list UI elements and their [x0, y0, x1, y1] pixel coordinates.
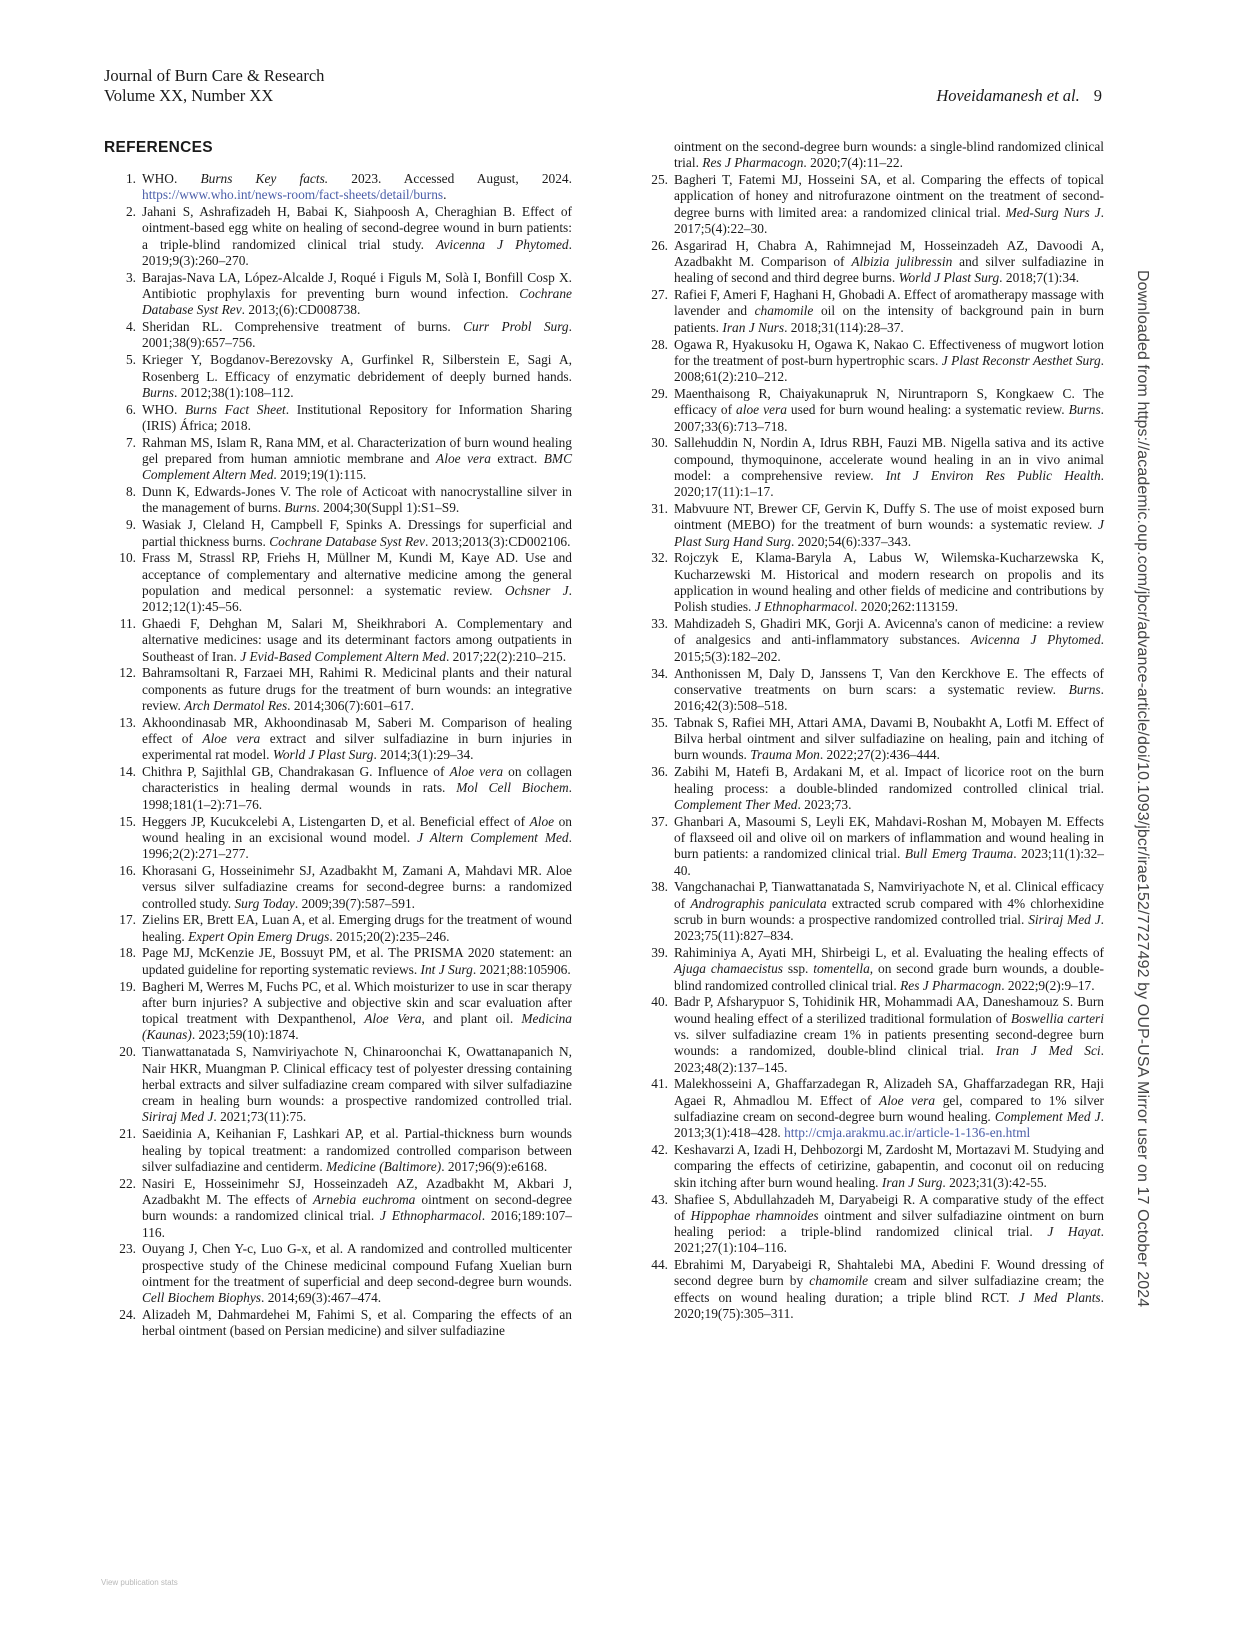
reference-italic: Avicenna J Phytomed	[436, 236, 569, 252]
reference-text: Ghaedi F, Dehghan M, Salari M, Sheikhrabori A. Complementary and alternative medicines: usage and its determinant factors among outpatients in Southeast of Iran.	[142, 616, 572, 664]
reference-item	[652, 1076, 1104, 1141]
reference-text: . 2021;27(1):104–116.	[674, 1224, 1104, 1256]
reference-item	[120, 1307, 572, 1340]
reference-number: 14.	[119, 764, 136, 780]
reference-text: . 2012;12(1):45–56.	[142, 582, 572, 615]
reference-item	[120, 863, 572, 912]
reference-text: Frass M, Strassl RP, Friehs H, Müllner M, Kundi M, Kaye AD. Use and acceptance of complementary and alternative medicine among the general population and medical personnel: a systematic review.	[142, 550, 572, 598]
reference-item	[120, 979, 572, 1044]
reference-text: . 1996;2(2):271–277.	[142, 829, 572, 862]
reference-italic: Cochrane Database Syst Rev	[142, 286, 572, 318]
reference-text: . 2022;9(2):9–17.	[1001, 977, 1095, 993]
reference-text: . 2008;61(2):210–212.	[674, 352, 1104, 385]
reference-text: WHO.	[142, 401, 185, 417]
reference-italic: J Altern Complement Med	[417, 829, 569, 845]
reference-number: 31.	[651, 501, 668, 517]
reference-item	[120, 517, 572, 550]
reference-italic: Ochsner J	[504, 582, 569, 598]
reference-number: 26.	[651, 237, 668, 253]
reference-24-continuation: ointment on the second-degree burn wounds: a single-blind randomized clinical trial. Res J Pharmacogn. 2020;7(4):11–22.	[674, 139, 1104, 171]
reference-item	[652, 435, 1104, 500]
reference-italic: Trauma Mon	[750, 747, 820, 763]
section-title: REFERENCES	[104, 139, 213, 156]
reference-text: . 2019;19(1):115.	[273, 467, 367, 483]
reference-number: 34.	[651, 665, 668, 681]
references-left-column	[120, 171, 572, 1340]
reference-item	[652, 337, 1104, 386]
reference-italic: J Evid-Based Complement Altern Med	[240, 648, 446, 664]
reference-italic: Hippophae rhamnoides	[690, 1207, 819, 1223]
reference-item	[120, 1044, 572, 1125]
reference-italic: Siriraj Med J	[142, 1109, 214, 1125]
reference-text: . 2018;31(114):28–37.	[784, 319, 904, 335]
reference-number: 8.	[125, 484, 136, 500]
reference-item	[652, 715, 1104, 764]
reference-number: 29.	[651, 385, 668, 401]
reference-item	[120, 665, 572, 714]
reference-italic: Albizia julibressin	[851, 254, 953, 270]
running-header-left	[104, 66, 324, 106]
reference-number: 33.	[651, 616, 668, 632]
journal-name: Journal of Burn Care & Research	[104, 66, 325, 85]
reference-italic: Arnebia euchroma	[313, 1191, 416, 1207]
reference-number: 11.	[119, 616, 136, 632]
page-number: 9	[1093, 86, 1102, 105]
reference-italic: Bull Emerg Trauma	[904, 846, 1014, 862]
reference-text: .	[443, 187, 447, 203]
reference-text: extract and silver sulfadiazine in burn injuries in experimental rat model.	[142, 731, 572, 763]
reference-number: 3.	[125, 269, 136, 285]
reference-text: 2023. Accessed August, 2024.	[328, 171, 572, 186]
reference-italic: Expert Opin Emerg Drugs	[188, 928, 330, 944]
reference-text: . Institutional Repository for Information Sharing (IRIS) África; 2018.	[142, 401, 572, 433]
reference-text: . 2019;9(3):260–270.	[142, 236, 572, 268]
reference-text: , and plant oil.	[421, 1011, 522, 1027]
reference-number: 7.	[125, 434, 136, 450]
download-notice[interactable]: Downloaded from https://academic.oup.com/jbcr/advance-article/doi/10.1093/jbcr/irae152/7727492 by OUP-USA Mirror user on 17 October 2024	[1134, 270, 1151, 1308]
reference-number: 37.	[651, 813, 668, 829]
reference-italic: J Ethnopharmacol	[754, 599, 855, 615]
reference-italic: J Plast Surg Hand Surg	[674, 517, 1104, 549]
reference-text: . 2004;30(Suppl 1):S1–S9.	[316, 500, 460, 516]
reference-text: . 2007;33(6):713–718.	[674, 402, 1105, 434]
reference-item	[652, 238, 1104, 287]
reference-number: 27.	[651, 287, 668, 303]
reference-text: Rafiei F, Ameri F, Haghani H, Ghobadi A. Effect of aromatherapy massage with lavender and	[674, 287, 1104, 319]
reference-number: 10.	[119, 550, 136, 566]
reference-number: 6.	[125, 401, 136, 417]
reference-text: . 2023;31(3):42-55.	[942, 1174, 1047, 1190]
reference-italic: Avicenna J Phytomed	[970, 632, 1101, 648]
reference-italic: Complement Med J	[994, 1109, 1101, 1125]
reference-item	[652, 172, 1104, 237]
reference-text: used for burn wound healing: a systematic review.	[786, 402, 1069, 418]
reference-text: Sallehuddin N, Nordin A, Idrus RBH, Fauzi MB. Nigella sativa and its active compound, thymoquinone, accelerate wound healing in an in vivo animal model: a comprehensive review.	[674, 435, 1104, 483]
reference-text: on collagen characteristics in healing dermal wounds in rats.	[142, 764, 572, 796]
reference-item	[120, 764, 572, 813]
reference-text: gel, compared to 1% silver sulfadiazine cream on second-degree burn wound healing.	[674, 1092, 1104, 1125]
journal-volume: Volume XX, Number XX	[104, 86, 274, 105]
reference-item	[120, 1126, 572, 1175]
reference-item	[120, 715, 572, 764]
reference-number: 44.	[651, 1257, 668, 1273]
reference-italic: World J Plast Surg	[272, 747, 374, 763]
reference-number: 24.	[119, 1306, 136, 1322]
reference-text: Tabnak S, Rafiei MH, Attari AMA, Davami B, Noubakht A, Lotfi M. Effect of Bilva herbal ointment and silver sulfadiazine on healing, pain and itching of burn wounds.	[674, 714, 1104, 763]
reference-italic: J Med Plants	[1018, 1289, 1101, 1305]
reference-text: ointment on second-degree burn wounds: a randomized clinical trial.	[142, 1191, 572, 1224]
reference-text: . 2022;27(2):436–444.	[819, 747, 940, 763]
reference-italic: Aloe vera	[202, 731, 261, 747]
reference-text: oil on the intensity of background pain in burn patients.	[674, 303, 1104, 335]
reference-number: 25.	[651, 172, 668, 188]
reference-italic: Iran J Med Sci	[995, 1043, 1101, 1059]
reference-text: . 2014;69(3):467–474.	[261, 1290, 382, 1306]
reference-italic: Cell Biochem Biophys	[142, 1290, 261, 1306]
reference-italic: Aloe vera	[436, 451, 491, 467]
reference-italic: Burns Fact Sheet	[184, 401, 286, 417]
reference-italic: Medicine (Baltimore)	[326, 1158, 442, 1174]
reference-text: Saeidinia A, Keihanian F, Lashkari AP, et al. Partial-thickness burn wounds healing by topical treatment: a randomized controlled comparison between silver sulfadiazine and centiderm.	[142, 1126, 572, 1174]
reference-item	[652, 994, 1104, 1075]
reference-item	[120, 270, 572, 319]
reference-text: . 1998;181(1–2):71–76.	[142, 780, 572, 812]
reference-text: . 2013;(6):CD008738.	[241, 302, 361, 318]
reference-italic: Complement Ther Med	[674, 796, 798, 812]
reference-text: Jahani S, Ashrafizadeh H, Babai K, Siahpoosh A, Cheraghian B. Effect of ointment-based egg white on healing of second-degree wound in burn patients: a triple-blind randomized clinical trial study.	[142, 204, 572, 252]
reference-number: 13.	[119, 714, 136, 730]
reference-italic: Cochrane Database Syst Rev	[269, 533, 426, 549]
reference-number: 15.	[119, 813, 136, 829]
reference-italic: J Hayat	[1047, 1224, 1101, 1240]
reference-text: Barajas-Nava LA, López-Alcalde J, Roqué i Figuls M, Solà I, Bonfill Cosp X. Antibiotic prophylaxis for preventing burn wound infection.	[142, 269, 572, 302]
reference-text: Dunn K, Edwards-Jones V. The role of Acticoat with nanocrystalline silver in the management of burns.	[142, 484, 572, 516]
reference-text: Bahramsoltani R, Farzaei MH, Rahimi R. Medicinal plants and their natural components as future drugs for the treatment of burn wounds: an integrative review.	[142, 665, 572, 713]
reference-italic: Int J Surg	[420, 961, 473, 977]
reference-number: 21.	[119, 1126, 136, 1142]
reference-item	[120, 1241, 572, 1306]
reference-number: 20.	[119, 1044, 136, 1060]
reference-text: Shafiee S, Abdullahzadeh M, Daryabeigi R. A comparative study of the effect of	[674, 1191, 1104, 1223]
reference-text: . 2013;3(1):418–428.	[674, 1109, 1104, 1141]
reference-text: Bagheri M, Werres M, Fuchs PC, et al. Which moisturizer to use in scar therapy after burn injuries? A subjective and objective skin and scar evaluation after topical treatment with Dexpanthenol,	[142, 978, 572, 1027]
reference-text: Wasiak J, Cleland H, Campbell F, Spinks A. Dressings for superficial and partial thickness burns.	[142, 517, 572, 549]
reference-text: . 2023;48(2):137–145.	[674, 1043, 1105, 1075]
reference-item	[652, 550, 1104, 615]
reference-italic: Aloe Vera	[364, 1011, 422, 1027]
reference-text: Rahiminiya A, Ayati MH, Shirbeigi L, et al. Evaluating the healing effects of	[674, 945, 1104, 961]
reference-item	[120, 435, 572, 484]
reference-italic: Siriraj Med J	[1028, 911, 1101, 927]
reference-number: 42.	[651, 1142, 668, 1158]
reference-text: Keshavarzi A, Izadi H, Dehbozorgi M, Zardosht M, Mortazavi M. Studying and comparing the effects of cetirizine, gabapentin, and coconut oil on reducing skin itching after burn wound healing.	[674, 1142, 1104, 1190]
reference-text: . 2013;2013(3):CD002106.	[425, 533, 571, 549]
reference-item	[120, 912, 572, 945]
reference-text: Rojczyk E, Klama-Baryla A, Labus W, Wilemska-Kucharzewska K, Kucharzewski M. Historical and modern research on propolis and its application in wound healing and other fields of medicine and contributions by Polish studies.	[674, 550, 1104, 615]
reference-number: 2.	[125, 204, 136, 220]
reference-item	[120, 814, 572, 863]
reference-text: WHO.	[142, 171, 201, 186]
reference-text: . 2020;19(75):305–311.	[674, 1289, 1105, 1322]
reference-text: on wound healing in an excisional wound model.	[142, 813, 572, 845]
reference-text: Zielins ER, Brett EA, Luan A, et al. Emerging drugs for the treatment of wound healing.	[142, 912, 572, 944]
reference-text: . 2017;22(2):210–215.	[445, 648, 567, 664]
reference-item	[652, 616, 1104, 665]
reference-text: Mabvuure NT, Brewer CF, Gervin K, Duffy S. The use of moist exposed burn ointment (MEBO) for the treatment of burn wounds: a systematic review.	[674, 501, 1104, 533]
reference-italic: tomentella	[813, 961, 870, 977]
reference-item	[652, 814, 1104, 879]
reference-text: . 2023;75(11):827–834.	[674, 911, 1104, 944]
reference-text: . 2018;7(1):34.	[999, 270, 1080, 286]
reference-item	[652, 945, 1104, 994]
reference-number: 12.	[119, 665, 136, 681]
reference-italic: Aloe vera	[879, 1092, 936, 1108]
reference-italic: aloe vera	[736, 402, 787, 418]
reference-text: vs. silver sulfadiazine cream 1% in patients presenting second-degree burn wounds: a randomized, double-blind clinical trial.	[674, 1027, 1104, 1059]
reference-item	[652, 501, 1104, 550]
reference-number: 1.	[125, 171, 136, 186]
reference-number: 30.	[651, 435, 668, 451]
reference-number: 28.	[651, 336, 668, 352]
reference-text: Ogawa R, Hyakusoku H, Ogawa K, Nakao C. Effectiveness of mugwort lotion for the treatment of post-burn hypertrophic scars.	[674, 336, 1104, 368]
reference-italic: Burns Key facts.	[200, 171, 329, 186]
reference-item	[652, 1142, 1104, 1191]
reference-text: . 2014;3(1):29–34.	[373, 747, 474, 763]
reference-item	[652, 666, 1104, 715]
reference-text: . 2014;306(7):601–617.	[287, 698, 414, 713]
reference-italic: Aloe	[529, 813, 555, 829]
reference-italic: Aloe vera	[449, 764, 504, 780]
reference-link[interactable]: http://cmja.arakmu.ac.ir/article-1-136-en.html	[784, 1125, 1031, 1141]
reference-item	[120, 204, 572, 269]
reference-italic: Res J Pharmacogn	[900, 977, 1002, 993]
reference-item	[120, 945, 572, 978]
reference-italic: BMC Complement Altern Med	[142, 451, 572, 483]
reference-italic: Medicina (Kaunas)	[142, 1011, 572, 1043]
reference-text: Ouyang J, Chen Y-c, Luo G-x, et al. A randomized and controlled multicenter prospective study of the Chinese medicinal compound Fufang Xuelian burn ointment for the treatment of superficial and deep second-degree burn wounds.	[142, 1241, 572, 1289]
reference-text: . 2023;59(10):1874.	[191, 1027, 299, 1043]
reference-number: 5.	[125, 352, 136, 368]
reference-number: 9.	[125, 517, 136, 533]
reference-text: Sheridan RL. Comprehensive treatment of burns.	[142, 319, 464, 335]
reference-number: 17.	[119, 912, 136, 928]
reference-text: Malekhosseini A, Ghaffarzadegan R, Alizadeh SA, Ghaffarzadegan RR, Haji Agaei R, Ahmadlou M. Effect of	[674, 1076, 1104, 1108]
reference-italic: J Ethnopharmacol	[380, 1208, 482, 1224]
reference-number: 22.	[119, 1175, 136, 1191]
reference-number: 16.	[119, 862, 136, 878]
reference-text: Maenthaisong R, Chaiyakunapruk N, Niruntraporn S, Kongkaew C. The efficacy of	[674, 385, 1104, 418]
reference-italic: Arch Dermatol Res	[184, 698, 288, 713]
reference-item	[120, 616, 572, 665]
reference-text: Ebrahimi M, Daryabeigi R, Shahtalebi MA, Abedini F. Wound dressing of second degree burn by	[674, 1257, 1104, 1289]
footer-note[interactable]: View publication stats	[101, 1578, 178, 1587]
reference-number: 40.	[651, 994, 668, 1010]
running-header-right	[936, 86, 1102, 106]
reference-italic: World J Plast Surg	[898, 270, 1000, 286]
reference-number: 18.	[119, 945, 136, 961]
reference-text: cream and silver sulfadiazine cream; the effects on wound healing duration; a triple blind RCT.	[674, 1273, 1104, 1305]
reference-text: Page MJ, McKenzie JE, Bossuyt PM, et al. The PRISMA 2020 statement: an updated guideline for reporting systematic reviews.	[142, 945, 572, 977]
running-authors: Hoveidamanesh et al.	[936, 86, 1080, 105]
reference-item	[120, 319, 572, 352]
reference-text: Khorasani G, Hosseinimehr SJ, Azadbakht M, Zamani A, Mahdavi MR. Aloe versus silver sulfadiazine creams for second-degree burns: a randomized controlled study.	[142, 862, 572, 911]
reference-item	[652, 879, 1104, 944]
reference-text: . 2023;11(1):32–40.	[674, 846, 1104, 878]
reference-italic: Mol Cell Biochem	[456, 780, 569, 796]
reference-number: 39.	[651, 945, 668, 961]
reference-number: 36.	[651, 764, 668, 780]
reference-item	[120, 352, 572, 401]
reference-text: Badr P, Afsharypuor S, Tohidinik HR, Mohammadi AA, Daneshamouz S. Burn wound healing effect of a sterilized traditional formulation of	[674, 994, 1104, 1026]
reference-text: Zabihi M, Hatefi B, Ardakani M, et al. Impact of licorice root on the burn healing process: a double-blinded randomized controlled clinical trial.	[674, 764, 1104, 796]
reference-text: . 2016;42(3):508–518.	[674, 681, 1104, 714]
reference-text: Bagheri T, Fatemi MJ, Hosseini SA, et al. Comparing the effects of topical application of honey and nitrofurazone ointment on the treatment of second-degree burns with limited area: a randomized clinical trial.	[674, 172, 1104, 220]
reference-text: Akhoondinasab MR, Akhoondinasab M, Saberi M. Comparison of healing effect of	[142, 714, 572, 747]
reference-italic: Ajuga chamaecistus	[674, 961, 784, 977]
reference-italic: J Plast Reconstr Aesthet Surg	[941, 352, 1101, 368]
reference-italic: Burns	[142, 384, 174, 400]
reference-item	[652, 1192, 1104, 1257]
reference-text: Mahdizadeh S, Ghadiri MK, Gorji A. Avicenna's canon of medicine: a review of analgesics and anti-inflammatory substances.	[674, 616, 1104, 648]
reference-text: . 2012;38(1):108–112.	[174, 384, 294, 400]
reference-text: . 2015;20(2):235–246.	[329, 928, 450, 944]
reference-text: . 2017;5(4):22–30.	[674, 204, 1104, 236]
reference-item	[652, 764, 1104, 813]
reference-italic: Med-Surg Nurs J	[1005, 204, 1101, 220]
reference-text: . 2020;262:113159.	[854, 599, 959, 615]
reference-italic: Andrographis paniculata	[690, 895, 827, 911]
reference-italic: chamomile	[754, 303, 814, 319]
reference-item	[652, 1257, 1104, 1322]
reference-text: . 2021;73(11):75.	[213, 1109, 307, 1125]
reference-text: Nasiri E, Hosseinimehr SJ, Hosseinzadeh AZ, Azadbakht M, Akbari J, Azadbakht M. The effects of	[142, 1175, 572, 1207]
reference-text: Alizadeh M, Dahmardehei M, Fahimi S, et al. Comparing the effects of an herbal ointment (based on Persian medicine) and silver sulfadiazine	[142, 1306, 572, 1339]
reference-item	[120, 171, 572, 204]
reference-text: Krieger Y, Bogdanov-Berezovsky A, Gurfinkel R, Silberstein E, Sagi A, Rosenberg L. Efficacy of enzymatic debridement of deeply burned hands.	[142, 352, 572, 384]
reference-italic: Iran J Nurs	[722, 319, 785, 335]
reference-text: . 2016;189:107–116.	[142, 1208, 572, 1240]
reference-text: and silver sulfadiazine in healing of second and third degree burns.	[674, 254, 1104, 286]
reference-italic: Curr Probl Surg	[463, 319, 569, 335]
reference-italic: chamomile	[809, 1273, 869, 1289]
reference-text: Tianwattanatada S, Namviriyachote N, Chinaroonchai K, Owattanapanich N, Nair HKR, Muangman P. Clinical efficacy test of polyester dressing containing herbal extracts and silver sulfadiazine cream compared with silver sulfadiazine cream in healing burn wounds: a prospective randomized controlled trial.	[142, 1044, 572, 1109]
reference-item	[652, 287, 1104, 336]
reference-item	[120, 1176, 572, 1241]
reference-text: Vangchanachai P, Tianwattanatada S, Namviriyachote N, et al. Clinical efficacy of	[674, 879, 1104, 911]
reference-number: 38.	[651, 879, 668, 895]
references-right-column	[652, 139, 1104, 1323]
reference-text: . 2001;38(9):657–756.	[142, 319, 572, 351]
reference-text: . 2020;17(11):1–17.	[674, 467, 1104, 500]
reference-link[interactable]: https://www.who.int/news-room/fact-sheets/detail/burns	[142, 187, 444, 203]
reference-number: 35.	[651, 714, 668, 730]
reference-italic: Burns	[1068, 681, 1101, 697]
reference-italic: Burns	[284, 500, 317, 516]
reference-text: . 2015;5(3):182–202.	[674, 632, 1104, 664]
reference-text: Asgarirad H, Chabra A, Rahimnejad M, Hosseinzadeh AZ, Davoodi A, Azadbakht M. Comparison of	[674, 237, 1104, 270]
reference-text: . 2021;88:105906.	[472, 961, 571, 977]
reference-number: 4.	[125, 319, 136, 335]
reference-text: . 2009;39(7):587–591.	[294, 895, 416, 911]
reference-italic: Burns	[1068, 402, 1101, 418]
reference-text: Rahman MS, Islam R, Rana MM, et al. Characterization of burn wound healing gel prepared from human amniotic membrane and	[142, 434, 572, 467]
reference-number: 32.	[651, 550, 668, 566]
reference-text: . 2017;96(9):e6168.	[441, 1158, 548, 1174]
reference-italic: Int J Environ Res Public Health	[885, 467, 1101, 483]
reference-item	[120, 402, 572, 435]
reference-item	[120, 484, 572, 517]
reference-text: . 2023;73.	[797, 796, 852, 812]
reference-text: Ghanbari A, Masoumi S, Leyli EK, Mahdavi-Roshan M, Mobayen M. Effects of flaxseed oil and olive oil on markers of inflammation and wound healing in burn patients: a randomized clinical trial.	[674, 813, 1104, 862]
download-watermark	[1134, 270, 1162, 1308]
reference-text: , on second grade burn wounds, a double-blind randomized controlled clinical trial.	[674, 961, 1104, 993]
reference-text: . 2020;54(6):337–343.	[790, 533, 912, 549]
reference-item	[652, 386, 1104, 435]
reference-italic: Iran J Surg	[881, 1174, 943, 1190]
reference-number: 41.	[651, 1076, 668, 1092]
reference-text: Chithra P, Sajithlal GB, Chandrakasan G. Influence of	[142, 764, 450, 780]
reference-item	[120, 550, 572, 615]
reference-text: ointment and silver sulfadiazine ointment on burn healing period: a triple-blind randomized clinical trial.	[674, 1207, 1104, 1240]
reference-number: 19.	[119, 978, 136, 994]
reference-italic: Boswellia carteri	[1010, 1010, 1104, 1026]
reference-text: ssp.	[783, 961, 814, 977]
reference-text: extract.	[490, 451, 544, 467]
reference-italic: Surg Today	[234, 895, 295, 911]
reference-text: Heggers JP, Kucukcelebi A, Listengarten D, et al. Beneficial effect of	[142, 813, 530, 829]
reference-number: 43.	[651, 1191, 668, 1207]
reference-text: Anthonissen M, Daly D, Janssens T, Van den Kerckhove E. The effects of conservative treatments on burn scars: a systematic review.	[674, 665, 1104, 697]
reference-text: extracted scrub compared with 4% chlorhexidine scrub in burn wounds: a prospective randomized controlled trial.	[674, 895, 1104, 927]
reference-number: 23.	[119, 1241, 136, 1257]
